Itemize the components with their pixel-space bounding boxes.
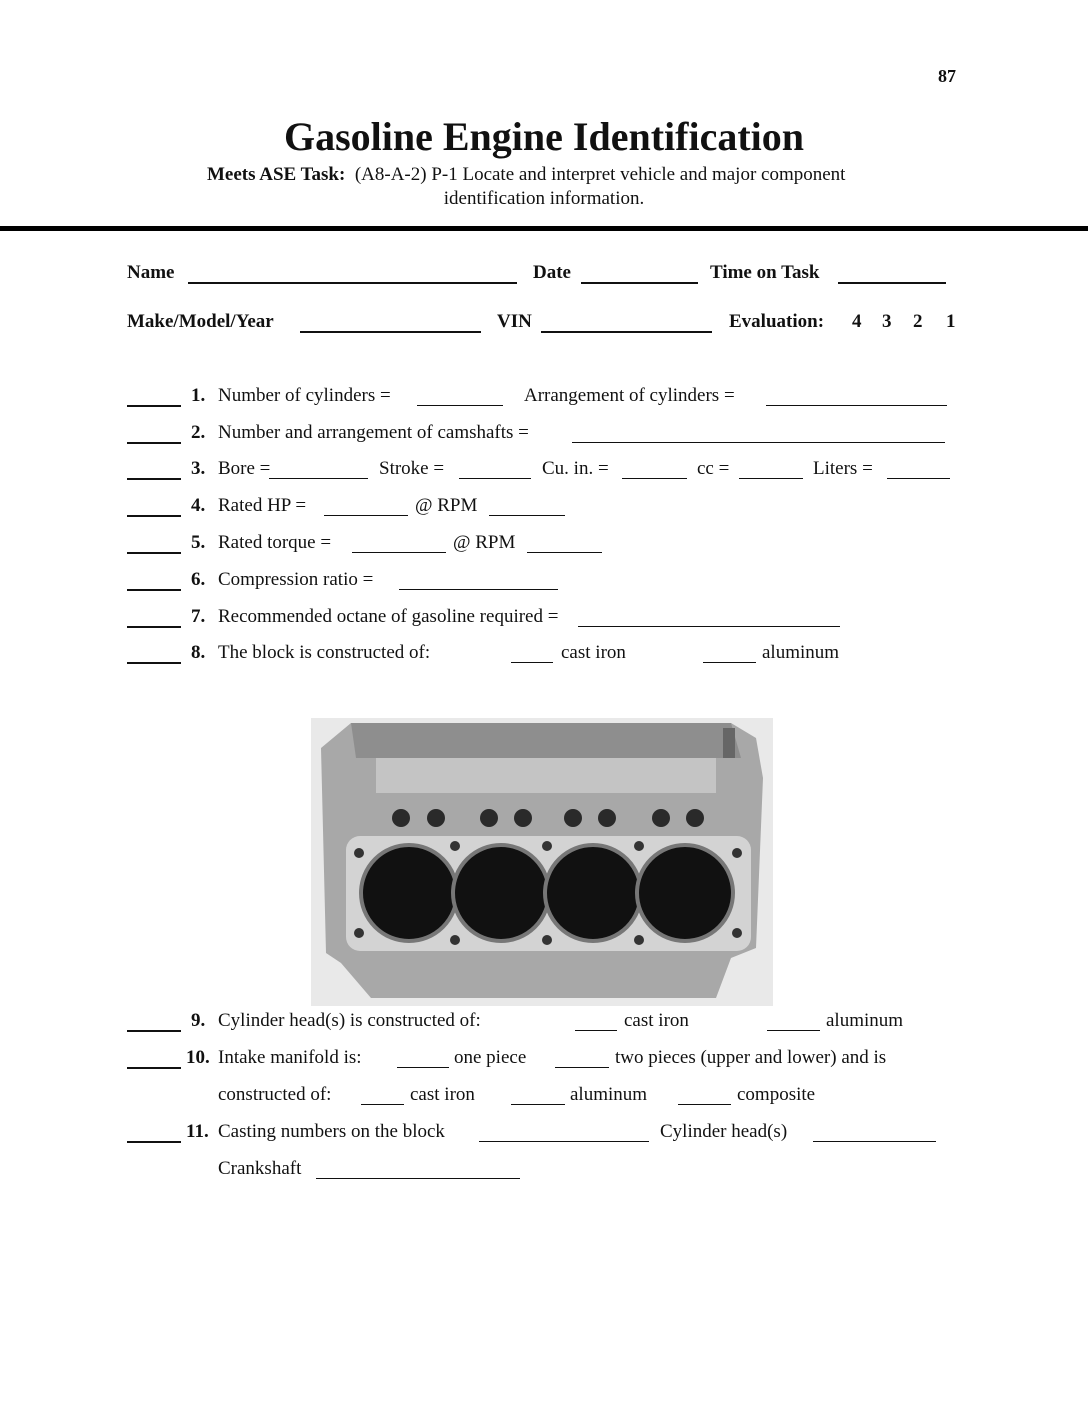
answer-blank (269, 478, 368, 479)
item-text: constructed of: (218, 1084, 332, 1105)
score-blank (127, 1067, 181, 1069)
name-label: Name (127, 262, 175, 283)
answer-blank (479, 1141, 649, 1142)
option-text: one piece (454, 1047, 527, 1068)
item-text: Number of cylinders = (218, 385, 391, 406)
item-number: 4. (191, 495, 206, 516)
score-blank (127, 626, 181, 628)
option-text: aluminum (762, 642, 840, 663)
answer-blank (572, 442, 945, 443)
item-text: Arrangement of cylinders = (524, 385, 735, 406)
item-number: 11. (186, 1121, 209, 1142)
answer-blank (417, 405, 503, 406)
ase-task-text: (A8-A-2) P-1 Locate and interpret vehicle and major component (354, 164, 846, 185)
answer-blank (459, 478, 531, 479)
answer-blank (813, 1141, 936, 1142)
item-text: Liters = (813, 458, 873, 479)
vin-blank (541, 331, 712, 333)
answer-blank (767, 1030, 820, 1031)
evaluation-score-2: 2 (913, 311, 923, 332)
score-blank (127, 405, 181, 407)
make-model-year-blank (300, 331, 481, 333)
option-text: cast iron (561, 642, 626, 663)
option-text: composite (737, 1084, 816, 1105)
score-blank (127, 515, 181, 517)
item-text: Stroke = (379, 458, 445, 479)
page-title: Gasoline Engine Identification (283, 114, 805, 159)
item-number: 8. (191, 642, 206, 663)
item-text: Rated HP = (218, 495, 307, 516)
score-blank (127, 662, 181, 664)
item-text: Recommended octane of gasoline required = (218, 606, 559, 627)
answer-blank (555, 1067, 609, 1068)
answer-blank (361, 1104, 404, 1105)
item-text: Casting numbers on the block (218, 1121, 445, 1142)
answer-blank (324, 515, 408, 516)
date-label: Date (533, 262, 571, 283)
answer-blank (511, 1104, 565, 1105)
item-number: 6. (191, 569, 206, 590)
score-blank (127, 1030, 181, 1032)
item-text: Compression ratio = (218, 569, 374, 590)
answer-blank (703, 662, 756, 663)
score-blank (127, 589, 181, 591)
item-text: The block is constructed of: (218, 642, 431, 663)
item-text: Cylinder head(s) is constructed of: (218, 1010, 481, 1031)
make-model-year-label: Make/Model/Year (127, 311, 274, 332)
item-text: Rated torque = (218, 532, 332, 553)
answer-blank (578, 626, 840, 627)
item-text: Cu. in. = (542, 458, 609, 479)
answer-blank (316, 1178, 520, 1179)
option-text: two pieces (upper and lower) and is (615, 1047, 887, 1068)
item-text: Cylinder head(s) (660, 1121, 788, 1142)
time-on-task-label: Time on Task (710, 262, 820, 283)
item-number: 7. (191, 606, 206, 627)
evaluation-score-4: 4 (852, 311, 862, 332)
score-blank (127, 1141, 181, 1143)
item-number: 2. (191, 422, 206, 443)
item-text: @ RPM (415, 495, 478, 516)
score-blank (127, 478, 181, 480)
answer-blank (397, 1067, 449, 1068)
evaluation-score-1: 1 (946, 311, 956, 332)
engine-block-photo (311, 718, 773, 1006)
score-blank (127, 552, 181, 554)
answer-blank (678, 1104, 731, 1105)
item-number: 5. (191, 532, 206, 553)
date-blank (581, 282, 698, 284)
answer-blank (511, 662, 553, 663)
answer-blank (527, 552, 602, 553)
item-text: Crankshaft (218, 1158, 302, 1179)
page-number: 87 (938, 66, 956, 86)
answer-blank (575, 1030, 617, 1031)
item-text: Bore = (218, 458, 271, 479)
item-number: 3. (191, 458, 206, 479)
answer-blank (399, 589, 558, 590)
answer-blank (887, 478, 950, 479)
answer-blank (622, 478, 687, 479)
evaluation-label: Evaluation: (729, 311, 825, 332)
item-text: cc = (697, 458, 730, 479)
item-text: Number and arrangement of camshafts = (218, 422, 529, 443)
item-text: @ RPM (453, 532, 516, 553)
answer-blank (489, 515, 565, 516)
evaluation-score-3: 3 (882, 311, 892, 332)
item-number: 1. (191, 385, 206, 406)
vin-label: VIN (497, 311, 532, 332)
option-text: cast iron (410, 1084, 475, 1105)
ase-task-label: Meets ASE Task: (207, 164, 346, 185)
item-number: 9. (191, 1010, 206, 1031)
item-text: Intake manifold is: (218, 1047, 362, 1068)
option-text: aluminum (570, 1084, 648, 1105)
answer-blank (739, 478, 803, 479)
time-on-task-blank (838, 282, 946, 284)
name-blank (188, 282, 517, 284)
answer-blank (766, 405, 947, 406)
option-text: cast iron (624, 1010, 689, 1031)
option-text: aluminum (826, 1010, 904, 1031)
ase-task-text-continued: identification information. (443, 188, 645, 209)
divider-rule (0, 226, 1088, 231)
score-blank (127, 442, 181, 444)
ase-task-line (207, 163, 845, 187)
answer-blank (352, 552, 446, 553)
item-number: 10. (186, 1047, 210, 1068)
